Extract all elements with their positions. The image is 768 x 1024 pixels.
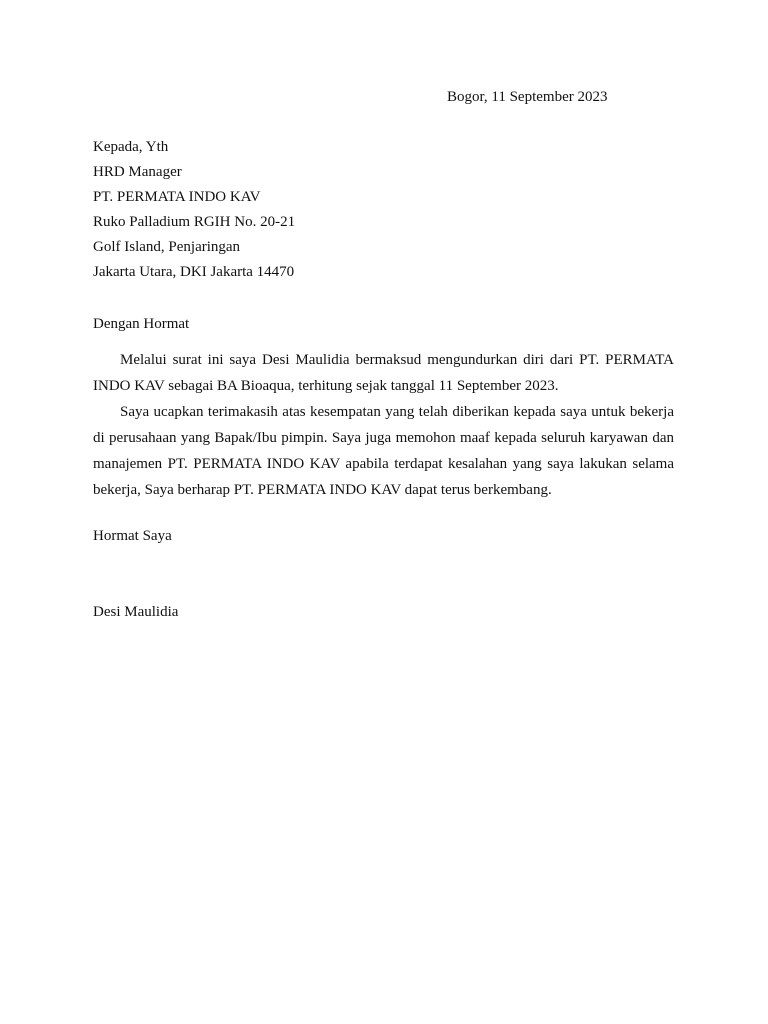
letter-date: Bogor, 11 September 2023 [447,89,608,105]
closing: Hormat Saya [93,528,172,544]
recipient-address-line2: Golf Island, Penjaringan [93,239,241,255]
recipient-greeting: Kepada, Yth [93,139,169,155]
recipient-address-line3: Jakarta Utara, DKI Jakarta 14470 [93,264,295,280]
body-paragraph-1: Melalui surat ini saya Desi Maulidia bermaksud mengundurkan diri dari PT. PERMATA INDO KAV sebagai BA Bioaqua, terhitung sejak tanggal 11 September 2023. [93,352,674,394]
body-paragraph-2: Saya ucapkan terimakasih atas kesempatan yang telah diberikan kepada saya untuk bekerja di perusahaan yang Bapak/Ibu pimpin. Saya juga memohon maaf kepada seluruh karyawan dan manajemen PT. PERMATA INDO KAV apabila terdapat kesalahan yang saya lakukan selama bekerja, Saya berharap PT. PERMATA INDO KAV dapat terus berkembang. [93,404,674,498]
recipient-company: PT. PERMATA INDO KAV [93,189,261,205]
recipient-title: HRD Manager [93,164,182,180]
salutation: Dengan Hormat [93,316,190,332]
recipient-address-line1: Ruko Palladium RGIH No. 20-21 [93,214,296,230]
signature-name: Desi Maulidia [93,604,179,620]
